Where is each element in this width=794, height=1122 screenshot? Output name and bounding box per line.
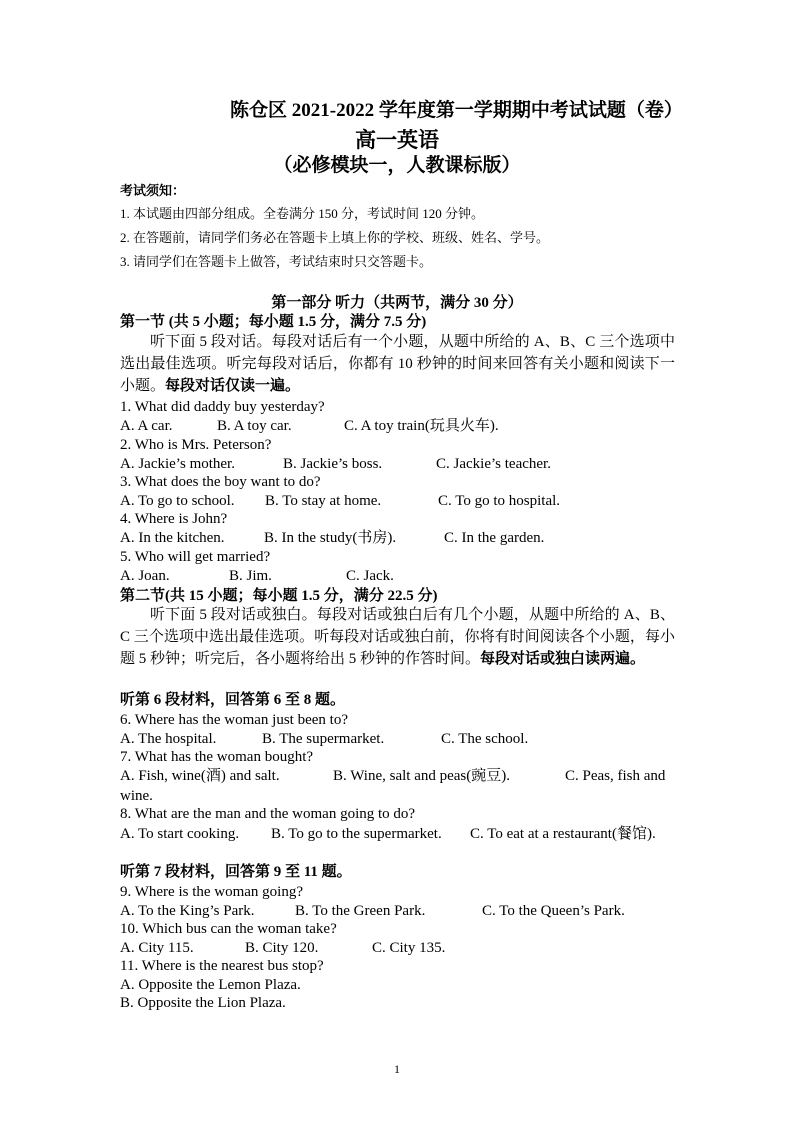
option-a: A. Joan. — [120, 568, 170, 584]
question-1: 1. What did daddy buy yesterday? — [120, 399, 325, 415]
option-a: A. To go to school. — [120, 493, 235, 509]
option-a: A. A car. — [120, 418, 173, 434]
option-c: C. In the garden. — [444, 530, 545, 546]
option-c: C. Jackie’s teacher. — [436, 456, 551, 472]
option-c: C. Peas, fish and — [565, 768, 666, 784]
option-a: A. Jackie’s mother. — [120, 456, 235, 472]
exam-edition: （必修模块一，人教课标版） — [273, 155, 521, 176]
option-a: A. In the kitchen. — [120, 530, 225, 546]
section1-heading: 第一节 (共 5 小题；每小题 1.5 分，满分 7.5 分) — [120, 314, 427, 330]
material-7-heading: 听第 7 段材料，回答第 9 至 11 题。 — [120, 864, 352, 880]
section1-instructions-text: 听下面 5 段对话。每段对话后有一个小题，从题中所给的 A、B、C 三个选项中选出最佳选项。听完每段对话后，你都有 10 秒钟的时间来回答有关小题和阅读下一小题。 — [120, 334, 675, 394]
option-b: B. To the Green Park. — [295, 903, 426, 919]
section1-instructions — [120, 331, 675, 397]
option-c-continued: wine. — [120, 788, 153, 804]
option-a: A. The hospital. — [120, 731, 217, 747]
option-c: C. To eat at a restaurant(餐馆). — [470, 826, 656, 842]
section2-heading: 第二节(共 15 小题；每小题 1.5 分，满分 22.5 分) — [120, 588, 438, 604]
question-11: 11. Where is the nearest bus stop? — [120, 958, 324, 974]
question-3: 3. What does the boy want to do? — [120, 474, 321, 490]
page-number: 1 — [394, 1062, 400, 1076]
option-c: C. To the Queen’s Park. — [482, 903, 625, 919]
option-a: A. To the King’s Park. — [120, 903, 255, 919]
question-6: 6. Where has the woman just been to? — [120, 712, 348, 728]
option-b: B. Jackie’s boss. — [283, 456, 383, 472]
option-b: B. Opposite the Lion Plaza. — [120, 995, 286, 1011]
material-6-heading: 听第 6 段材料，回答第 6 至 8 题。 — [120, 692, 346, 708]
option-b: B. To stay at home. — [265, 493, 382, 509]
part1-title: 第一部分 听力（共两节，满分 30 分） — [271, 295, 523, 311]
option-b: B. To go to the supermarket. — [271, 826, 442, 842]
exam-subject: 高一英语 — [355, 128, 439, 152]
option-a: A. Opposite the Lemon Plaza. — [120, 977, 301, 993]
option-b: B. A toy car. — [217, 418, 292, 434]
notice-item: 3. 请同学们在答题卡上做答，考试结束时只交答题卡。 — [120, 254, 433, 269]
option-c: C. A toy train(玩具火车). — [344, 418, 499, 434]
option-c: C. The school. — [441, 731, 529, 747]
question-10: 10. Which bus can the woman take? — [120, 921, 337, 937]
section1-instructions-bold: 每段对话仅读一遍。 — [165, 378, 301, 394]
section2-instructions — [120, 604, 675, 670]
option-b: B. In the study(书房). — [264, 530, 397, 546]
option-a: A. To start cooking. — [120, 826, 240, 842]
question-4: 4. Where is John? — [120, 511, 228, 527]
notice-item: 2. 在答题前，请同学们务必在答题卡上填上你的学校、班级、姓名、学号。 — [120, 230, 550, 245]
question-2: 2. Who is Mrs. Peterson? — [120, 437, 272, 453]
notice-item: 1. 本试题由四部分组成。全卷满分 150 分，考试时间 120 分钟。 — [120, 206, 485, 221]
option-b: B. The supermarket. — [262, 731, 385, 747]
option-b: B. City 120. — [245, 940, 319, 956]
section2-instructions-text: 听下面 5 段对话或独白。每段对话或独白后有几个小题，从题中所给的 A、B、C 三个选项中选出最佳选项。听每段对话或独白前，你将有时间阅读各个小题，每小题 5 秒钟；听完后，各小题将给出 5 秒钟的作答时间。 — [120, 607, 675, 667]
section2-instructions-bold: 每段对话或独白读两遍。 — [480, 651, 646, 667]
option-a: A. City 115. — [120, 940, 194, 956]
option-b: B. Wine, salt and peas(豌豆). — [333, 768, 510, 784]
option-c: C. Jack. — [346, 568, 394, 584]
option-c: C. To go to hospital. — [438, 493, 561, 509]
notice-heading: 考试须知： — [120, 183, 186, 198]
question-5: 5. Who will get married? — [120, 549, 271, 565]
option-b: B. Jim. — [229, 568, 272, 584]
option-a: A. Fish, wine(酒) and salt. — [120, 768, 280, 784]
question-8: 8. What are the man and the woman going to do? — [120, 806, 416, 822]
question-9: 9. Where is the woman going? — [120, 884, 304, 900]
question-7: 7. What has the woman bought? — [120, 749, 314, 765]
exam-title: 陈仓区 2021-2022 学年度第一学期期中考试试题（卷） — [230, 100, 683, 121]
option-c: C. City 135. — [372, 940, 446, 956]
